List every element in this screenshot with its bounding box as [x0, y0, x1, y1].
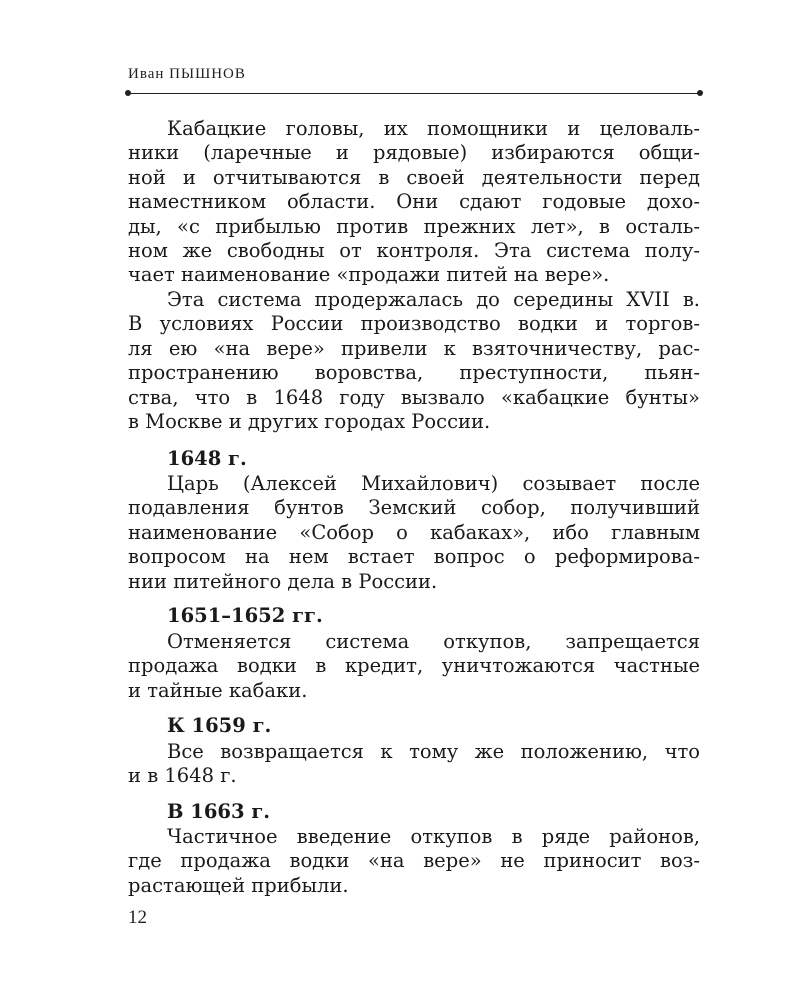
- entry-1651-1652-text: [128, 630, 700, 703]
- text-line: и в 1648 г.: [128, 764, 237, 788]
- text-line: наместником области. Они сдают годовые дохо-: [128, 190, 700, 214]
- text-line: ной и отчитываются в своей деятельности перед: [128, 165, 700, 189]
- entry-1663-text: [128, 825, 700, 898]
- entry-year-1659: К 1659 г.: [167, 714, 272, 737]
- text-line: ном же свободны от контроля. Эта система полу-: [128, 238, 700, 262]
- text-line: Царь (Алексей Михайлович) созывает после: [167, 472, 700, 495]
- text-line: вопросом на нем встает вопрос о реформирова-: [128, 545, 700, 569]
- entry-year-1651-1652: 1651–1652 гг.: [167, 604, 323, 627]
- text-line: В условиях России производство водки и торгов-: [128, 312, 700, 336]
- text-line: чает наименование «продажи питей на вере».: [128, 263, 610, 287]
- paragraph-2: [128, 288, 700, 434]
- text-line: наименование «Собор о кабаках», ибо главным: [128, 520, 700, 544]
- header-rule: [128, 93, 700, 94]
- text-line: ства, что в 1648 году вызвало «кабацкие бунты»: [128, 385, 700, 409]
- text-line: подавления бунтов Земский собор, получивший: [128, 496, 700, 520]
- rule-dot-right: [697, 90, 703, 96]
- page-number: 12: [128, 907, 147, 928]
- entry-year-1663: В 1663 г.: [167, 800, 271, 823]
- text-line: продажа водки в кредит, уничтожаются частные: [128, 654, 700, 678]
- paragraph-1: [128, 117, 700, 288]
- entry-1648-text: [128, 472, 700, 594]
- entry-year-1648: 1648 г.: [167, 447, 247, 470]
- text-line: пространению воровства, преступности, пьян-: [128, 361, 700, 385]
- text-line: Отменяется система откупов, запрещается: [167, 630, 700, 653]
- text-line: Кабацкие головы, их помощники и целоваль-: [167, 117, 700, 140]
- text-line: ля ею «на вере» привели к взяточничеству, рас-: [128, 336, 700, 360]
- text-line: Все возвращается к тому же положению, что: [167, 740, 700, 763]
- text-line: Эта система продержалась до середины XVII в.: [167, 288, 700, 311]
- text-line: нии питейного дела в России.: [128, 569, 438, 593]
- text-line: ники (ларечные и рядовые) избираются общи-: [128, 141, 700, 165]
- text-line: ды, «с прибылью против прежних лет», в осталь-: [128, 214, 700, 238]
- entry-1659-text: [128, 740, 700, 789]
- text-line: в Москве и других городах России.: [128, 409, 491, 433]
- rule-dot-left: [125, 90, 131, 96]
- running-head: Иван ПЫШНОВ: [128, 66, 246, 82]
- text-line: растающей прибыли.: [128, 873, 349, 897]
- text-line: где продажа водки «на вере» не приносит воз-: [128, 849, 700, 873]
- text-line: и тайные кабаки.: [128, 678, 308, 702]
- text-line: Частичное введение откупов в ряде районов,: [167, 825, 700, 848]
